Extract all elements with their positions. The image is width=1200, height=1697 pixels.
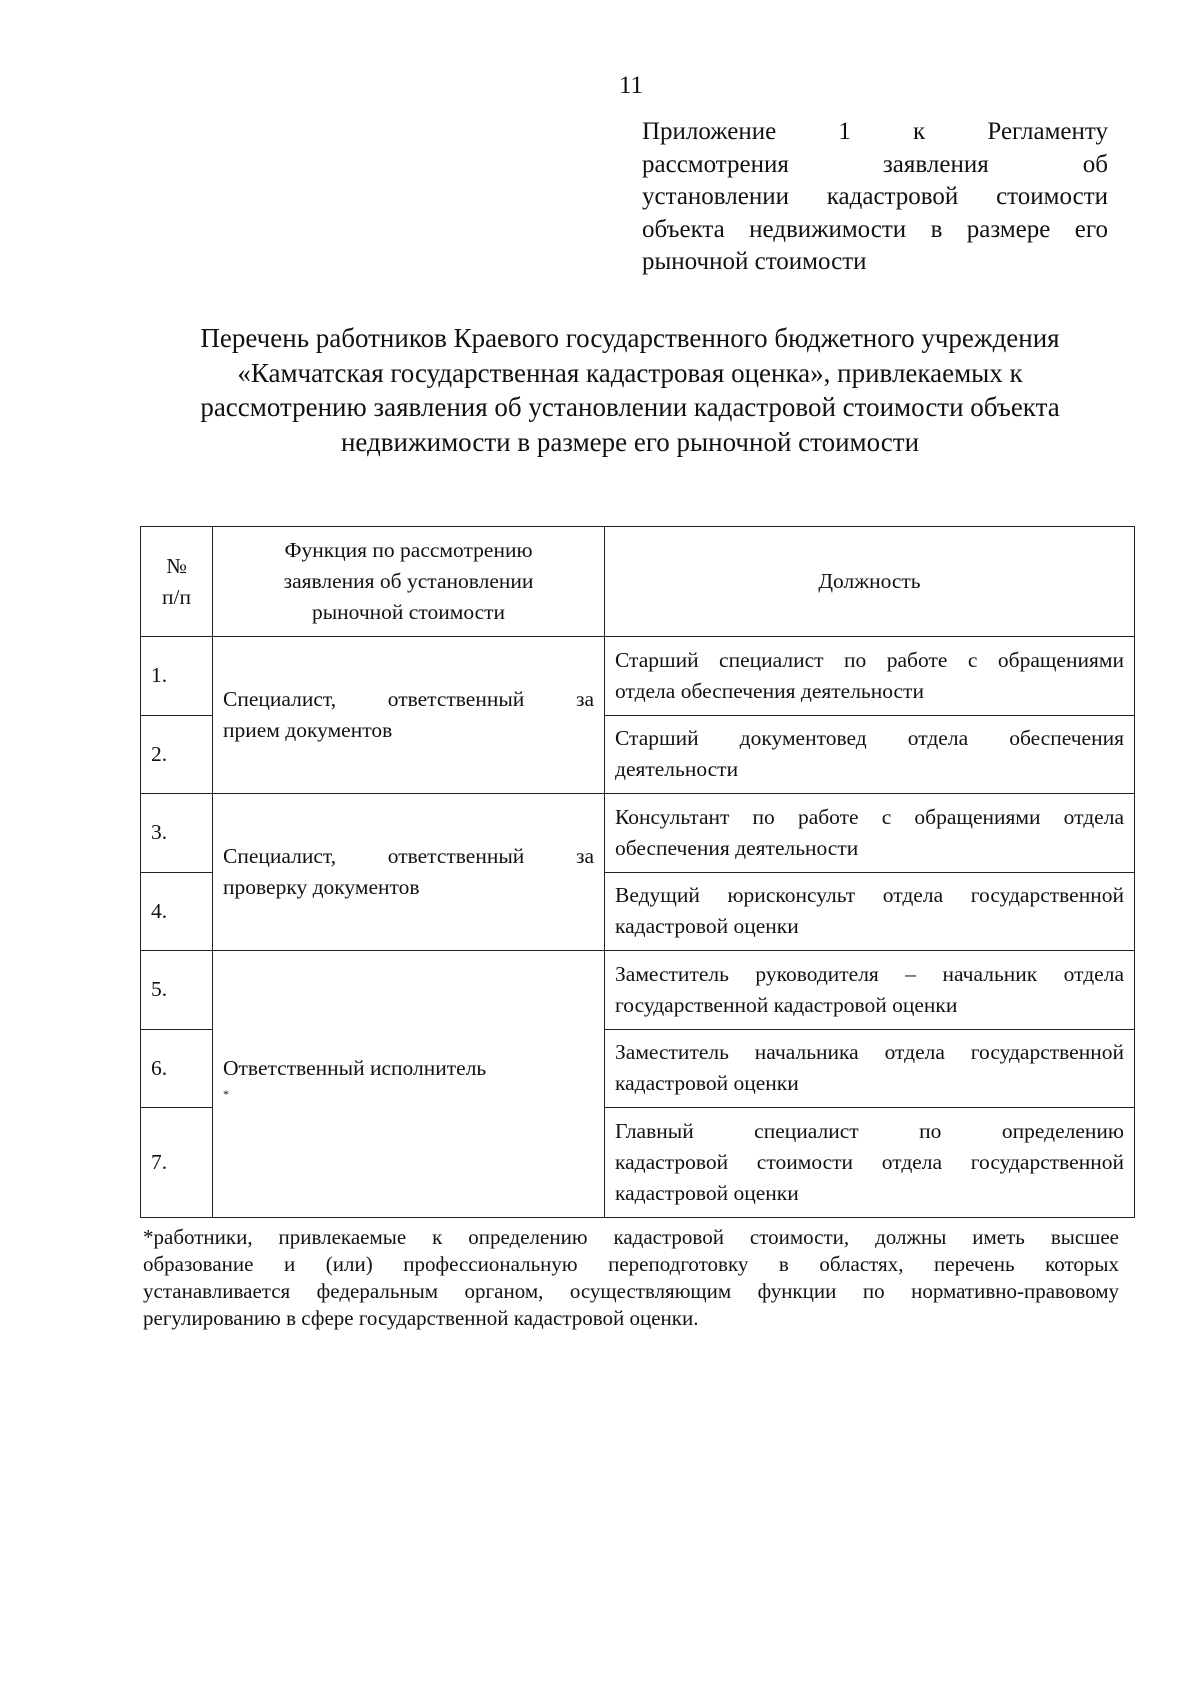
- row-number: 2.: [141, 715, 213, 794]
- document-title: [130, 321, 1130, 459]
- position-cell: [605, 872, 1135, 951]
- row-number: 6.: [141, 1029, 213, 1108]
- appendix-line: установлении кадастровой стоимости: [642, 183, 1108, 210]
- function-line: Специалист, ответственный за: [223, 687, 594, 711]
- row-number: 5.: [141, 951, 213, 1030]
- footnote-line: регулированию в сфере государственной кадастровой оценки.: [143, 1306, 699, 1330]
- position-line: кадастровой оценки: [615, 1071, 799, 1096]
- position-cell: [605, 951, 1135, 1030]
- function-line: проверку документов: [223, 875, 420, 899]
- header-function-line: Функция по рассмотрению: [284, 538, 533, 562]
- function-line: прием документов: [223, 718, 393, 742]
- footnote-line: устанавливается федеральным органом, осуществляющим функции по нормативно-правовому: [143, 1279, 1119, 1303]
- footnote-line: *работники, привлекаемые к определению кадастровой стоимости, должны иметь высшее: [143, 1225, 1119, 1249]
- table-header-row: [141, 527, 1135, 637]
- header-function-line: рыночной стоимости: [311, 600, 506, 624]
- function-cell: [213, 794, 605, 951]
- appendix-line: объекта недвижимости в размере его: [642, 215, 1108, 243]
- header-function-line: заявления об установлении: [283, 569, 534, 593]
- header-number-abbr: п/п: [162, 584, 191, 609]
- position-line: деятельности: [615, 757, 739, 782]
- position-line: Заместитель начальника отдела государственной: [615, 1040, 1124, 1065]
- position-line: обеспечения деятельности: [615, 835, 859, 860]
- position-line: государственной кадастровой оценки: [615, 992, 958, 1017]
- position-cell: [605, 1108, 1135, 1218]
- position-line: Главный специалист по определению: [615, 1119, 1124, 1143]
- title-line: недвижимости в размере его рыночной стоимости: [340, 426, 920, 457]
- function-line: [223, 1053, 594, 1115]
- row-number: 4.: [141, 872, 213, 951]
- header-function: [213, 527, 605, 637]
- footnote: [143, 1224, 1119, 1332]
- position-cell: [605, 637, 1135, 716]
- title-line: рассмотрению заявления об установлении кадастровой стоимости объекта: [200, 392, 1060, 422]
- position-line: Консультант по работе с обращениями отдела: [615, 804, 1124, 829]
- row-number: 3.: [141, 794, 213, 873]
- table-row: [141, 794, 1135, 873]
- row-number: 7.: [141, 1108, 213, 1218]
- position-line: Старший документовед отдела обеспечения: [615, 726, 1124, 751]
- function-cell: [213, 951, 605, 1218]
- position-cell: [605, 794, 1135, 873]
- position-line: Старший специалист по работе с обращениями: [615, 647, 1124, 672]
- title-line: Перечень работников Краевого государственного бюджетного учреждения: [200, 323, 1060, 353]
- position-line: кадастровой оценки: [615, 914, 799, 939]
- appendix-line: Приложение 1 к Регламенту: [642, 118, 1108, 145]
- appendix-reference: [642, 116, 1108, 279]
- staff-table: [140, 526, 1135, 1218]
- table-row: [141, 637, 1135, 716]
- header-position: Должность: [605, 527, 1135, 637]
- position-line: кадастровой стоимости отдела государственной: [615, 1150, 1124, 1174]
- function-cell: [213, 637, 605, 794]
- position-line: кадастровой оценки: [615, 1181, 799, 1205]
- page-number: 11: [618, 72, 644, 99]
- footnote-mark: *: [223, 1086, 229, 1101]
- header-number-sign: №: [166, 553, 187, 578]
- position-cell: [605, 715, 1135, 794]
- footnote-line: образование и (или) профессиональную переподготовку в областях, перечень которых: [143, 1252, 1119, 1276]
- position-line: Заместитель руководителя – начальник отдела: [615, 961, 1124, 986]
- title-line: «Камчатская государственная кадастровая оценка», привлекаемых к: [237, 357, 1023, 388]
- function-line: Специалист, ответственный за: [223, 844, 594, 868]
- row-number: 1.: [141, 637, 213, 716]
- appendix-line: рыночной стоимости: [642, 248, 867, 275]
- position-line: отдела обеспечения деятельности: [615, 678, 924, 703]
- appendix-line: рассмотрения заявления об: [642, 150, 1108, 178]
- position-cell: [605, 1029, 1135, 1108]
- header-number: [141, 527, 213, 637]
- table-row: [141, 951, 1135, 1030]
- function-text: Ответственный исполнитель: [223, 1056, 487, 1080]
- position-line: Ведущий юрисконсульт отдела государственной: [615, 883, 1124, 908]
